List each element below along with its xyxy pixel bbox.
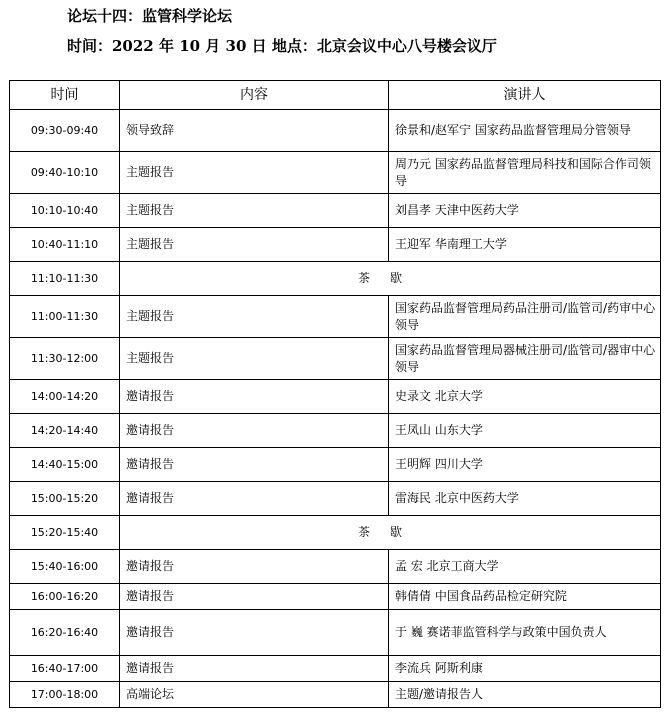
- row-speaker: 徐景和/赵军宁 国家药品监督管理局分管领导: [389, 110, 661, 152]
- row-content: 邀请报告: [120, 584, 389, 610]
- row-time: 14:40-15:00: [10, 448, 120, 482]
- row-content: 邀请报告: [120, 448, 389, 482]
- table-row: [10, 194, 661, 228]
- row-content: 邀请报告: [120, 380, 389, 414]
- row-time: 17:00-18:00: [10, 682, 120, 708]
- row-time: 15:20-15:40: [10, 516, 120, 550]
- row-time: 10:10-10:40: [10, 194, 120, 228]
- row-time: 14:00-14:20: [10, 380, 120, 414]
- row-speaker: 李流兵 阿斯利康: [389, 656, 661, 682]
- table-row: [10, 152, 661, 194]
- row-time: 10:40-11:10: [10, 228, 120, 262]
- row-speaker: 国家药品监督管理局药品注册司/监管司/药审中心领导: [389, 296, 661, 338]
- row-time: 11:10-11:30: [10, 262, 120, 296]
- row-speaker: 刘昌孝 天津中医药大学: [389, 194, 661, 228]
- table-row: [10, 656, 661, 682]
- row-time: 11:00-11:30: [10, 296, 120, 338]
- row-content: 邀请报告: [120, 414, 389, 448]
- table-row: [10, 296, 661, 338]
- row-speaker: 王迎军 华南理工大学: [389, 228, 661, 262]
- column-header-speaker: 演讲人: [389, 81, 661, 110]
- row-time: 16:40-17:00: [10, 656, 120, 682]
- row-speaker: 国家药品监督管理局器械注册司/监管司/器审中心领导: [389, 338, 661, 380]
- column-header-content: 内容: [120, 81, 389, 110]
- row-content: 邀请报告: [120, 656, 389, 682]
- table-row: [10, 584, 661, 610]
- row-content: 主题报告: [120, 152, 389, 194]
- row-time: 15:00-15:20: [10, 482, 120, 516]
- tea-break-cell: [120, 516, 661, 550]
- session-meta: 时间：2022 年 10 月 30 日 地点：北京会议中心八号楼会议厅: [67, 37, 497, 55]
- schedule-body: [10, 110, 661, 708]
- column-header-time: 时间: [10, 81, 120, 110]
- table-row: [10, 610, 661, 656]
- row-speaker: 雷海民 北京中医药大学: [389, 482, 661, 516]
- row-speaker: 周乃元 国家药品监督管理局科技和国际合作司领导: [389, 152, 661, 194]
- table-row: [10, 228, 661, 262]
- row-content: 领导致辞: [120, 110, 389, 152]
- row-content: 主题报告: [120, 338, 389, 380]
- table-row: [10, 380, 661, 414]
- table-row: [10, 338, 661, 380]
- row-content: 主题报告: [120, 194, 389, 228]
- tea-break-label: 茶歇: [357, 525, 422, 539]
- tea-break-label: 茶歇: [357, 271, 422, 285]
- row-content: 高端论坛: [120, 682, 389, 708]
- row-time: 11:30-12:00: [10, 338, 120, 380]
- row-content: 主题报告: [120, 228, 389, 262]
- table-row: [10, 110, 661, 152]
- row-speaker: 史录文 北京大学: [389, 380, 661, 414]
- row-time: 14:20-14:40: [10, 414, 120, 448]
- row-content: 邀请报告: [120, 550, 389, 584]
- row-content: 邀请报告: [120, 610, 389, 656]
- row-speaker: 于 巍 赛诺菲监管科学与政策中国负责人: [389, 610, 661, 656]
- tea-break-cell: [120, 262, 661, 296]
- row-time: 16:20-16:40: [10, 610, 120, 656]
- table-header-row: [10, 81, 661, 110]
- table-row: [10, 482, 661, 516]
- row-speaker: 王明辉 四川大学: [389, 448, 661, 482]
- table-row: [10, 262, 661, 296]
- table-row: [10, 448, 661, 482]
- row-time: 15:40-16:00: [10, 550, 120, 584]
- row-speaker: 韩倩倩 中国食品药品检定研究院: [389, 584, 661, 610]
- row-speaker: 孟 宏 北京工商大学: [389, 550, 661, 584]
- row-speaker: 王凤山 山东大学: [389, 414, 661, 448]
- row-time: 16:00-16:20: [10, 584, 120, 610]
- row-time: 09:30-09:40: [10, 110, 120, 152]
- schedule-table: [9, 80, 661, 708]
- page-title: 论坛十四：监管科学论坛: [67, 7, 233, 25]
- row-content: 邀请报告: [120, 482, 389, 516]
- table-row: [10, 682, 661, 708]
- row-speaker: 主题/邀请报告人: [389, 682, 661, 708]
- table-row: [10, 414, 661, 448]
- table-row: [10, 516, 661, 550]
- row-content: 主题报告: [120, 296, 389, 338]
- table-row: [10, 550, 661, 584]
- row-time: 09:40-10:10: [10, 152, 120, 194]
